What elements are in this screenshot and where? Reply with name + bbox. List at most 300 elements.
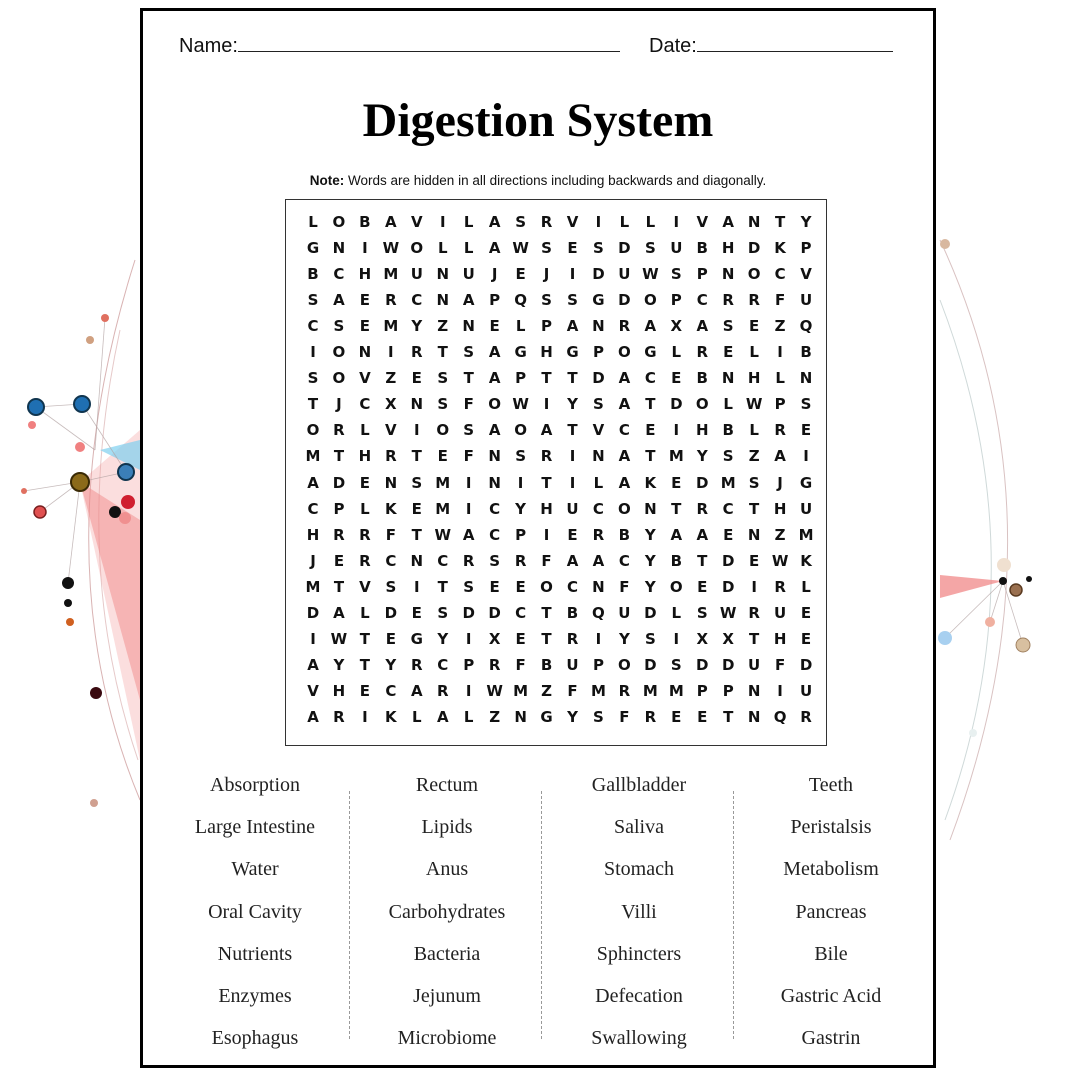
grid-letter[interactable]: L xyxy=(723,395,733,414)
grid-letter[interactable]: I xyxy=(465,681,472,700)
grid-letter[interactable]: N xyxy=(436,265,450,284)
grid-letter[interactable]: I xyxy=(803,447,809,466)
grid-letter[interactable]: G xyxy=(306,239,320,258)
grid-letter[interactable]: A xyxy=(592,551,605,570)
grid-letter[interactable]: G xyxy=(566,343,579,362)
grid-letter[interactable]: E xyxy=(697,707,708,726)
grid-letter[interactable]: N xyxy=(592,317,605,336)
grid-letter[interactable]: L xyxy=(619,213,630,231)
grid-letter[interactable]: I xyxy=(569,447,576,466)
grid-letter[interactable]: R xyxy=(566,629,579,648)
grid-letter[interactable]: N xyxy=(358,343,372,362)
grid-letter[interactable]: T xyxy=(333,447,345,466)
grid-letter[interactable]: M xyxy=(668,447,684,466)
grid-letter[interactable]: I xyxy=(465,499,472,518)
grid-letter[interactable]: R xyxy=(722,291,734,310)
grid-letter[interactable]: P xyxy=(696,265,708,284)
grid-letter[interactable]: S xyxy=(437,603,449,622)
grid-letter[interactable]: Y xyxy=(437,629,449,648)
grid-letter[interactable]: I xyxy=(362,239,368,258)
grid-letter[interactable]: A xyxy=(722,213,734,231)
grid-letter[interactable]: G xyxy=(799,473,813,492)
grid-letter[interactable]: H xyxy=(306,525,320,544)
grid-letter[interactable]: W xyxy=(382,239,400,258)
grid-letter[interactable]: Z xyxy=(385,369,397,388)
grid-letter[interactable]: R xyxy=(514,551,527,570)
grid-letter[interactable]: K xyxy=(800,551,812,570)
grid-letter[interactable]: E xyxy=(567,239,578,258)
grid-letter[interactable]: R xyxy=(462,551,475,570)
grid-letter[interactable]: Q xyxy=(514,291,527,310)
grid-letter[interactable]: C xyxy=(774,265,786,284)
grid-letter[interactable]: X xyxy=(696,629,709,648)
grid-letter[interactable]: X xyxy=(488,629,501,648)
grid-letter[interactable]: S xyxy=(644,629,656,648)
grid-letter[interactable]: X xyxy=(385,395,397,414)
grid-letter[interactable]: B xyxy=(618,525,631,544)
grid-letter[interactable]: N xyxy=(592,447,605,466)
grid-letter[interactable]: P xyxy=(489,291,501,310)
grid-letter[interactable]: N xyxy=(436,291,450,310)
grid-letter[interactable]: Z xyxy=(489,707,501,726)
grid-letter[interactable]: W xyxy=(745,395,763,414)
grid-letter[interactable]: S xyxy=(437,395,449,414)
grid-letter[interactable]: O xyxy=(436,421,450,440)
grid-letter[interactable]: D xyxy=(592,369,605,388)
grid-letter[interactable]: L xyxy=(360,603,370,622)
grid-letter[interactable]: N xyxy=(488,473,501,492)
grid-letter[interactable]: G xyxy=(592,291,605,310)
grid-letter[interactable]: B xyxy=(696,369,708,388)
grid-letter[interactable]: R xyxy=(696,343,709,362)
grid-letter[interactable]: S xyxy=(463,577,475,596)
grid-letter[interactable]: E xyxy=(671,707,682,726)
grid-letter[interactable]: A xyxy=(618,473,631,492)
grid-letter[interactable]: I xyxy=(543,395,550,414)
grid-letter[interactable]: C xyxy=(333,265,345,284)
grid-letter[interactable]: T xyxy=(567,421,578,440)
grid-letter[interactable]: S xyxy=(696,603,708,622)
grid-letter[interactable]: U xyxy=(799,291,813,310)
grid-letter[interactable]: A xyxy=(618,447,631,466)
grid-letter[interactable]: E xyxy=(697,577,708,596)
grid-letter[interactable]: C xyxy=(307,499,319,518)
grid-letter[interactable]: A xyxy=(618,395,631,414)
grid-letter[interactable]: P xyxy=(515,369,527,388)
grid-letter[interactable]: A xyxy=(436,707,449,726)
grid-letter[interactable]: M xyxy=(642,681,658,700)
grid-letter[interactable]: L xyxy=(463,707,474,726)
grid-letter[interactable]: A xyxy=(696,317,709,336)
grid-letter[interactable]: S xyxy=(463,421,475,440)
grid-letter[interactable]: D xyxy=(721,551,735,570)
grid-letter[interactable]: C xyxy=(489,499,501,518)
grid-letter[interactable]: S xyxy=(541,291,552,310)
grid-letter[interactable]: C xyxy=(411,291,423,310)
grid-letter[interactable]: N xyxy=(514,707,527,726)
grid-letter[interactable]: M xyxy=(305,447,321,466)
grid-letter[interactable]: B xyxy=(670,551,683,570)
grid-letter[interactable]: L xyxy=(775,369,785,388)
grid-letter[interactable]: Z xyxy=(774,525,786,544)
grid-letter[interactable]: B xyxy=(722,421,734,440)
grid-letter[interactable]: H xyxy=(540,499,553,518)
grid-letter[interactable]: C xyxy=(437,551,449,570)
grid-letter[interactable]: P xyxy=(722,681,734,700)
grid-letter[interactable]: Q xyxy=(773,707,787,726)
grid-letter[interactable]: R xyxy=(696,499,709,518)
grid-letter[interactable]: U xyxy=(799,499,813,518)
grid-letter[interactable]: O xyxy=(410,239,424,258)
grid-letter[interactable]: G xyxy=(540,707,553,726)
grid-letter[interactable]: J xyxy=(336,395,342,414)
grid-letter[interactable]: U xyxy=(618,265,631,284)
grid-letter[interactable]: J xyxy=(777,473,783,492)
grid-letter[interactable]: P xyxy=(333,499,345,518)
grid-letter[interactable]: O xyxy=(695,395,709,414)
grid-letter[interactable]: T xyxy=(671,499,682,518)
grid-letter[interactable]: O xyxy=(488,395,502,414)
grid-letter[interactable]: S xyxy=(593,239,604,258)
grid-letter[interactable]: Y xyxy=(800,213,812,231)
grid-letter[interactable]: A xyxy=(566,551,579,570)
grid-letter[interactable]: M xyxy=(720,473,736,492)
grid-letter[interactable]: V xyxy=(800,265,812,284)
grid-letter[interactable]: L xyxy=(360,421,370,440)
grid-letter[interactable]: U xyxy=(410,265,423,284)
grid-letter[interactable]: T xyxy=(333,577,345,596)
grid-letter[interactable]: M xyxy=(590,681,606,700)
grid-letter[interactable]: T xyxy=(697,551,708,570)
grid-letter[interactable]: S xyxy=(670,655,682,674)
grid-letter[interactable]: A xyxy=(488,213,501,231)
grid-letter[interactable]: K xyxy=(644,473,657,492)
grid-letter[interactable]: E xyxy=(671,369,682,388)
grid-letter[interactable]: R xyxy=(333,707,345,726)
grid-letter[interactable]: L xyxy=(463,213,474,231)
grid-letter[interactable]: I xyxy=(543,525,550,544)
grid-letter[interactable]: E xyxy=(411,369,422,388)
grid-letter[interactable]: A xyxy=(644,317,657,336)
grid-letter[interactable]: A xyxy=(618,369,631,388)
grid-letter[interactable]: X xyxy=(722,629,734,648)
grid-letter[interactable]: C xyxy=(696,291,708,310)
grid-letter[interactable]: B xyxy=(800,343,812,362)
grid-letter[interactable]: Z xyxy=(541,681,552,700)
grid-letter[interactable]: E xyxy=(645,421,656,440)
grid-letter[interactable]: I xyxy=(595,213,602,231)
grid-letter[interactable]: A xyxy=(488,239,501,258)
grid-letter[interactable]: T xyxy=(749,499,760,518)
grid-letter[interactable]: O xyxy=(514,421,527,440)
grid-letter[interactable]: E xyxy=(489,317,500,336)
grid-letter[interactable]: T xyxy=(541,369,552,388)
grid-letter[interactable]: T xyxy=(774,213,786,231)
grid-letter[interactable]: Q xyxy=(799,317,813,336)
grid-letter[interactable]: H xyxy=(540,343,553,362)
grid-letter[interactable]: D xyxy=(332,473,346,492)
grid-letter[interactable]: O xyxy=(332,369,346,388)
grid-letter[interactable]: C xyxy=(722,499,734,518)
grid-letter[interactable]: O xyxy=(618,343,631,362)
grid-letter[interactable]: P xyxy=(592,343,604,362)
grid-letter[interactable]: A xyxy=(540,421,553,440)
grid-letter[interactable]: R xyxy=(540,447,553,466)
grid-letter[interactable]: B xyxy=(307,265,319,284)
grid-letter[interactable]: L xyxy=(308,213,318,231)
grid-letter[interactable]: R xyxy=(618,317,631,336)
grid-letter[interactable]: M xyxy=(513,681,529,700)
grid-letter[interactable]: R xyxy=(385,291,397,310)
grid-letter[interactable]: T xyxy=(437,343,448,362)
grid-letter[interactable]: T xyxy=(437,577,448,596)
grid-letter[interactable]: E xyxy=(567,525,578,544)
grid-letter[interactable]: R xyxy=(359,525,371,544)
grid-letter[interactable]: R xyxy=(333,421,345,440)
grid-letter[interactable]: S xyxy=(515,213,526,231)
grid-letter[interactable]: T xyxy=(645,395,656,414)
grid-letter[interactable]: E xyxy=(800,421,812,440)
grid-letter[interactable]: S xyxy=(437,369,449,388)
grid-letter[interactable]: E xyxy=(515,265,526,284)
grid-letter[interactable]: S xyxy=(722,447,734,466)
grid-letter[interactable]: A xyxy=(696,525,709,544)
grid-letter[interactable]: U xyxy=(799,681,813,700)
grid-letter[interactable]: R xyxy=(411,343,423,362)
grid-letter[interactable]: J xyxy=(310,551,316,570)
grid-letter[interactable]: U xyxy=(774,603,787,622)
grid-letter[interactable]: H xyxy=(773,629,787,648)
grid-letter[interactable]: T xyxy=(749,629,760,648)
grid-letter[interactable]: L xyxy=(412,707,422,726)
grid-letter[interactable]: O xyxy=(332,213,346,231)
grid-letter[interactable]: O xyxy=(643,291,657,310)
grid-letter[interactable]: V xyxy=(307,681,319,700)
grid-letter[interactable]: S xyxy=(463,343,475,362)
grid-letter[interactable]: E xyxy=(749,551,760,570)
grid-letter[interactable]: D xyxy=(644,655,657,674)
grid-letter[interactable]: L xyxy=(801,577,811,596)
grid-letter[interactable]: P xyxy=(670,291,682,310)
grid-letter[interactable]: C xyxy=(515,603,527,622)
grid-letter[interactable]: D xyxy=(488,603,501,622)
grid-letter[interactable]: L xyxy=(437,239,448,258)
grid-letter[interactable]: S xyxy=(385,577,397,596)
grid-letter[interactable]: T xyxy=(411,447,422,466)
grid-letter[interactable]: Y xyxy=(567,707,578,726)
grid-letter[interactable]: L xyxy=(671,603,682,622)
grid-letter[interactable]: I xyxy=(751,577,757,596)
grid-letter[interactable]: N xyxy=(592,577,605,596)
grid-letter[interactable]: I xyxy=(465,629,472,648)
grid-letter[interactable]: O xyxy=(332,343,346,362)
grid-letter[interactable]: P xyxy=(463,655,475,674)
grid-letter[interactable]: U xyxy=(618,603,631,622)
grid-letter[interactable]: S xyxy=(515,447,526,466)
grid-letter[interactable]: E xyxy=(359,291,371,310)
grid-letter[interactable]: C xyxy=(437,655,449,674)
grid-letter[interactable]: D xyxy=(721,655,735,674)
grid-letter[interactable]: E xyxy=(359,317,371,336)
grid-letter[interactable]: M xyxy=(383,265,399,284)
grid-letter[interactable]: M xyxy=(435,473,451,492)
grid-letter[interactable]: M xyxy=(383,317,399,336)
grid-letter[interactable]: M xyxy=(435,499,451,518)
grid-letter[interactable]: E xyxy=(333,551,345,570)
grid-letter[interactable]: S xyxy=(333,317,345,336)
grid-letter[interactable]: P xyxy=(515,525,527,544)
grid-letter[interactable]: K xyxy=(385,707,397,726)
grid-letter[interactable]: T xyxy=(541,603,552,622)
grid-letter[interactable]: A xyxy=(774,447,786,466)
grid-letter[interactable]: S xyxy=(411,473,423,492)
grid-letter[interactable]: N xyxy=(410,395,424,414)
grid-letter[interactable]: A xyxy=(462,525,475,544)
grid-letter[interactable]: E xyxy=(437,447,448,466)
grid-letter[interactable]: Y xyxy=(515,499,527,518)
grid-letter[interactable]: I xyxy=(517,473,524,492)
grid-letter[interactable]: A xyxy=(385,213,397,231)
grid-letter[interactable]: N xyxy=(410,551,424,570)
grid-letter[interactable]: H xyxy=(695,421,709,440)
grid-letter[interactable]: F xyxy=(463,447,474,466)
grid-letter[interactable]: G xyxy=(410,629,423,648)
grid-letter[interactable]: F xyxy=(619,707,630,726)
grid-letter[interactable]: D xyxy=(306,603,320,622)
grid-letter[interactable]: A xyxy=(670,525,683,544)
grid-letter[interactable]: V xyxy=(410,213,423,231)
grid-letter[interactable]: R xyxy=(774,421,786,440)
grid-letter[interactable]: L xyxy=(749,343,759,362)
grid-letter[interactable]: S xyxy=(567,291,578,310)
grid-letter[interactable]: A xyxy=(307,655,319,674)
grid-letter[interactable]: P xyxy=(800,239,812,258)
grid-letter[interactable]: N xyxy=(747,525,761,544)
grid-letter[interactable]: A xyxy=(307,707,319,726)
grid-letter[interactable]: E xyxy=(800,603,812,622)
grid-letter[interactable]: A xyxy=(333,291,345,310)
grid-letter[interactable]: O xyxy=(540,577,553,596)
grid-letter[interactable]: D xyxy=(696,473,709,492)
grid-letter[interactable]: U xyxy=(462,265,475,284)
grid-letter[interactable]: I xyxy=(414,421,420,440)
grid-letter[interactable]: D xyxy=(618,291,631,310)
grid-letter[interactable]: I xyxy=(595,629,602,648)
grid-letter[interactable]: E xyxy=(385,629,396,648)
grid-letter[interactable]: N xyxy=(644,499,657,518)
grid-letter[interactable]: E xyxy=(723,343,734,362)
grid-letter[interactable]: R xyxy=(748,291,760,310)
grid-letter[interactable]: P xyxy=(696,681,708,700)
grid-letter[interactable]: D xyxy=(384,603,398,622)
grid-letter[interactable]: Y xyxy=(567,395,578,414)
grid-letter[interactable]: B xyxy=(540,655,553,674)
grid-letter[interactable]: F xyxy=(541,551,552,570)
grid-letter[interactable]: R xyxy=(488,655,501,674)
grid-letter[interactable]: C xyxy=(618,551,630,570)
grid-letter[interactable]: N xyxy=(462,317,475,336)
grid-letter[interactable]: E xyxy=(489,577,500,596)
grid-letter[interactable]: F xyxy=(774,291,786,310)
grid-letter[interactable]: D xyxy=(696,655,709,674)
grid-letter[interactable]: A xyxy=(410,681,423,700)
grid-letter[interactable]: W xyxy=(486,681,503,700)
grid-letter[interactable]: D xyxy=(747,239,761,258)
grid-letter[interactable]: F xyxy=(567,681,578,700)
grid-letter[interactable]: D xyxy=(721,577,735,596)
grid-letter[interactable]: C xyxy=(385,551,397,570)
grid-letter[interactable]: Z xyxy=(748,447,760,466)
grid-letter[interactable]: C xyxy=(359,395,371,414)
grid-letter[interactable]: S xyxy=(593,395,604,414)
grid-letter[interactable]: W xyxy=(642,265,659,284)
grid-letter[interactable]: A xyxy=(566,317,579,336)
grid-letter[interactable]: B xyxy=(359,213,371,231)
grid-letter[interactable]: I xyxy=(310,629,316,648)
grid-letter[interactable]: S xyxy=(593,707,604,726)
grid-letter[interactable]: N xyxy=(332,239,346,258)
grid-letter[interactable]: N xyxy=(384,473,398,492)
grid-letter[interactable]: E xyxy=(359,473,371,492)
grid-letter[interactable]: E xyxy=(515,629,526,648)
grid-letter[interactable]: R xyxy=(359,551,371,570)
grid-letter[interactable]: C xyxy=(489,525,501,544)
grid-letter[interactable]: F xyxy=(463,395,474,414)
grid-letter[interactable]: W xyxy=(771,551,789,570)
grid-letter[interactable]: V xyxy=(592,421,605,440)
grid-letter[interactable]: X xyxy=(670,317,683,336)
grid-letter[interactable]: Y xyxy=(333,655,345,674)
grid-letter[interactable]: N xyxy=(721,369,735,388)
grid-letter[interactable]: S xyxy=(670,265,682,284)
grid-letter[interactable]: J xyxy=(543,265,550,284)
grid-letter[interactable]: D xyxy=(799,655,813,674)
grid-letter[interactable]: V xyxy=(359,577,371,596)
grid-letter[interactable]: Y xyxy=(644,577,656,596)
grid-letter[interactable]: D xyxy=(592,265,605,284)
grid-letter[interactable]: Y xyxy=(644,551,656,570)
grid-letter[interactable]: R xyxy=(333,525,345,544)
grid-letter[interactable]: N xyxy=(488,447,501,466)
grid-letter[interactable]: F xyxy=(774,655,786,674)
grid-letter[interactable]: S xyxy=(644,239,656,258)
grid-letter[interactable]: R xyxy=(385,447,397,466)
grid-letter[interactable]: E xyxy=(723,525,734,544)
grid-letter[interactable]: D xyxy=(462,603,475,622)
grid-letter[interactable]: P xyxy=(774,395,786,414)
grid-letter[interactable]: R xyxy=(592,525,605,544)
grid-letter[interactable]: R xyxy=(644,707,657,726)
grid-letter[interactable]: Z xyxy=(437,317,449,336)
grid-letter[interactable]: V xyxy=(385,421,397,440)
grid-letter[interactable]: T xyxy=(307,395,319,414)
grid-letter[interactable]: B xyxy=(696,239,708,258)
name-field[interactable] xyxy=(179,31,620,58)
grid-letter[interactable]: T xyxy=(359,655,370,674)
grid-letter[interactable]: M xyxy=(798,525,814,544)
grid-letter[interactable]: U xyxy=(748,655,761,674)
grid-letter[interactable]: Y xyxy=(696,447,708,466)
grid-letter[interactable]: O xyxy=(618,499,631,518)
grid-letter[interactable]: L xyxy=(671,343,682,362)
grid-letter[interactable]: L xyxy=(749,421,759,440)
grid-letter[interactable]: H xyxy=(721,239,735,258)
grid-letter[interactable]: I xyxy=(777,681,783,700)
grid-letter[interactable]: H xyxy=(358,265,372,284)
grid-letter[interactable]: T xyxy=(359,629,370,648)
grid-letter[interactable]: R xyxy=(800,707,812,726)
grid-letter[interactable]: I xyxy=(465,473,472,492)
